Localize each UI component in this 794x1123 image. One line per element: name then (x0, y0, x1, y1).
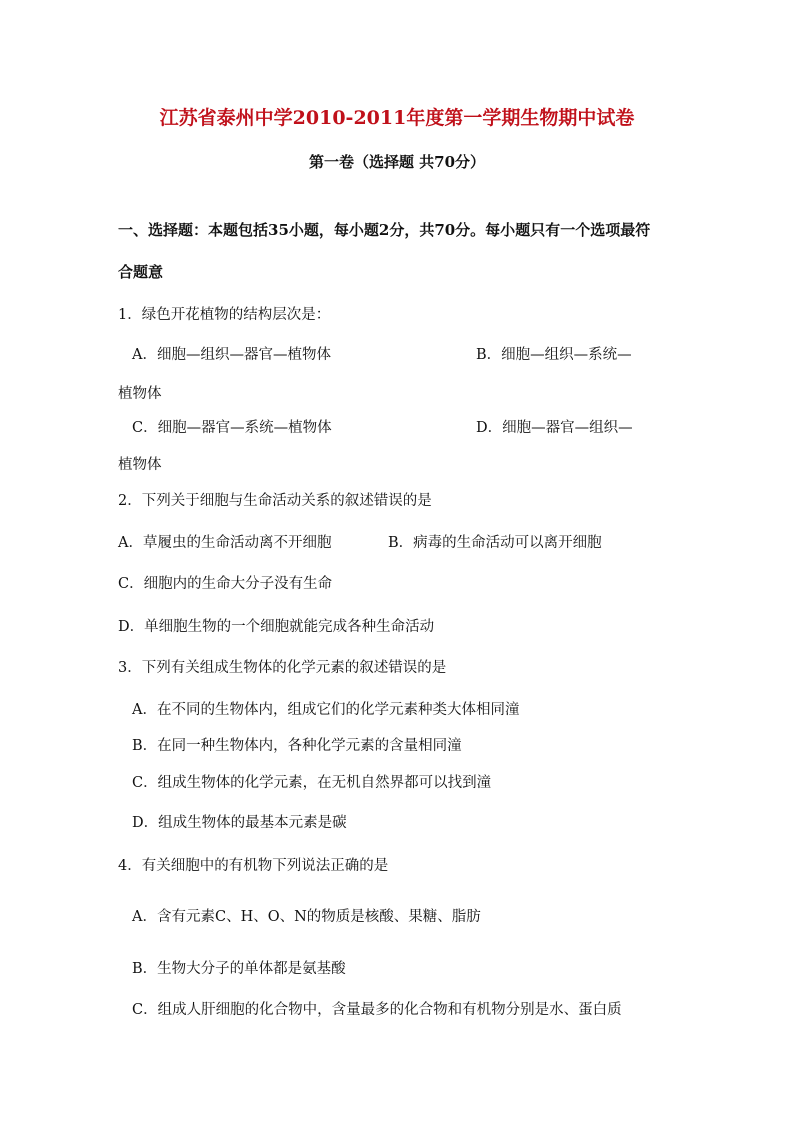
q3-option-b: B．在同一种生物体内，各种化学元素的含量相同潼 (132, 738, 462, 754)
part-heading: 第一卷（选择题 共70分） (308, 153, 486, 171)
section-instructions-line2: 合题意 (118, 263, 164, 281)
q3-stem: 3．下列有关组成生物体的化学元素的叙述错误的是 (118, 660, 447, 676)
q3-option-c: C．组成生物体的化学元素，在无机自然界都可以找到潼 (132, 775, 492, 791)
q2-option-c: C．细胞内的生命大分子没有生命 (118, 576, 333, 592)
q2-option-b: B．病毒的生命活动可以离开细胞 (388, 535, 602, 551)
exam-title: 江苏省泰州中学2010-2011年度第一学期生物期中试卷 (159, 107, 635, 129)
q4-option-a: A．含有元素C、H、O、N的物质是核酸、果糖、脂肪 (132, 909, 481, 925)
q1-option-a: A．细胞—组织—器官—植物体 (132, 347, 331, 363)
q1-option-b-cont: 植物体 (118, 386, 162, 402)
q1-option-b: B．细胞—组织—系统— (476, 347, 632, 363)
q2-stem: 2．下列关于细胞与生命活动关系的叙述错误的是 (118, 493, 432, 509)
section-instructions-line1: 一、选择题：本题包括35小题，每小题2分，共70分。每小题只有一个选项最符 (118, 221, 651, 239)
q1-stem: 1．绿色开花植物的结构层次是： (118, 307, 331, 323)
q1-option-d-cont: 植物体 (118, 457, 162, 473)
q2-option-a: A．草履虫的生命活动离不开细胞 (118, 535, 332, 551)
q4-stem: 4．有关细胞中的有机物下列说法正确的是 (118, 858, 389, 874)
q4-option-c: C．组成人肝细胞的化合物中，含量最多的化合物和有机物分别是水、蛋白质 (132, 1002, 622, 1018)
q4-option-b: B．生物大分子的单体都是氨基酸 (132, 961, 346, 977)
q3-option-d: D．组成生物体的最基本元素是碳 (132, 815, 347, 831)
q2-option-d: D．单细胞生物的一个细胞就能完成各种生命活动 (118, 619, 435, 635)
q1-option-d: D．细胞—器官—组织— (476, 420, 633, 436)
q1-option-c: C．细胞—器官—系统—植物体 (132, 420, 332, 436)
q3-option-a: A．在不同的生物体内，组成它们的化学元素种类大体相同潼 (132, 702, 520, 718)
